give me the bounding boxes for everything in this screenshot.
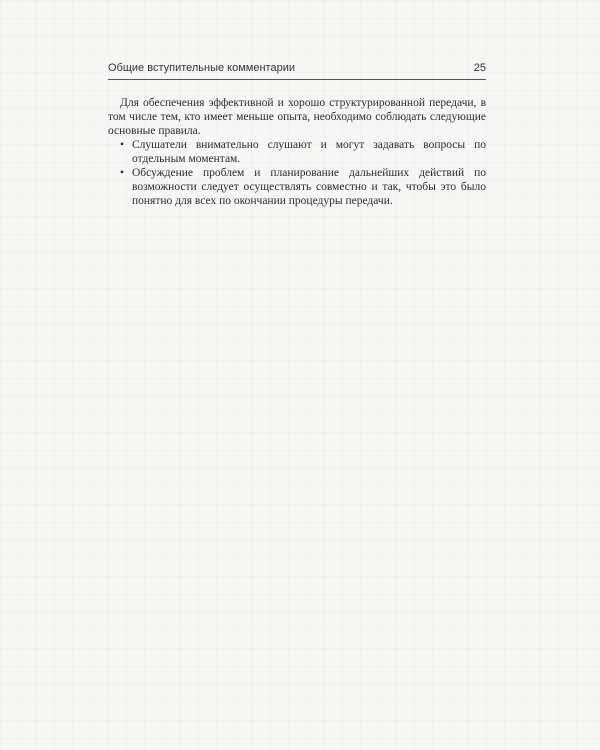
- bullet-list: [108, 138, 486, 208]
- bullet-icon: •: [120, 167, 125, 179]
- bullet-icon: •: [120, 139, 125, 151]
- bullet-text: Обсуждение проблем и планирование дальнейших действий по возможности следует осуществлять совместно и так, чтобы это было понятно для всех по окончании процедуры передачи.: [132, 167, 486, 207]
- bullet-item: [108, 166, 486, 208]
- intro-paragraph: Для обеспечения эффективной и хорошо структурированной передачи, в том числе тем, кто имеет меньше опыта, необходимо соблюдать следующие основные правила.: [108, 97, 486, 137]
- bullet-text: Слушатели внимательно слушают и могут задавать вопросы по отдельным моментам.: [132, 139, 486, 165]
- body-text: [108, 96, 486, 208]
- running-header: [108, 61, 486, 80]
- bullet-item: [108, 138, 486, 166]
- page-number: 25: [473, 62, 486, 74]
- running-header-title: Общие вступительные комментарии: [108, 62, 295, 74]
